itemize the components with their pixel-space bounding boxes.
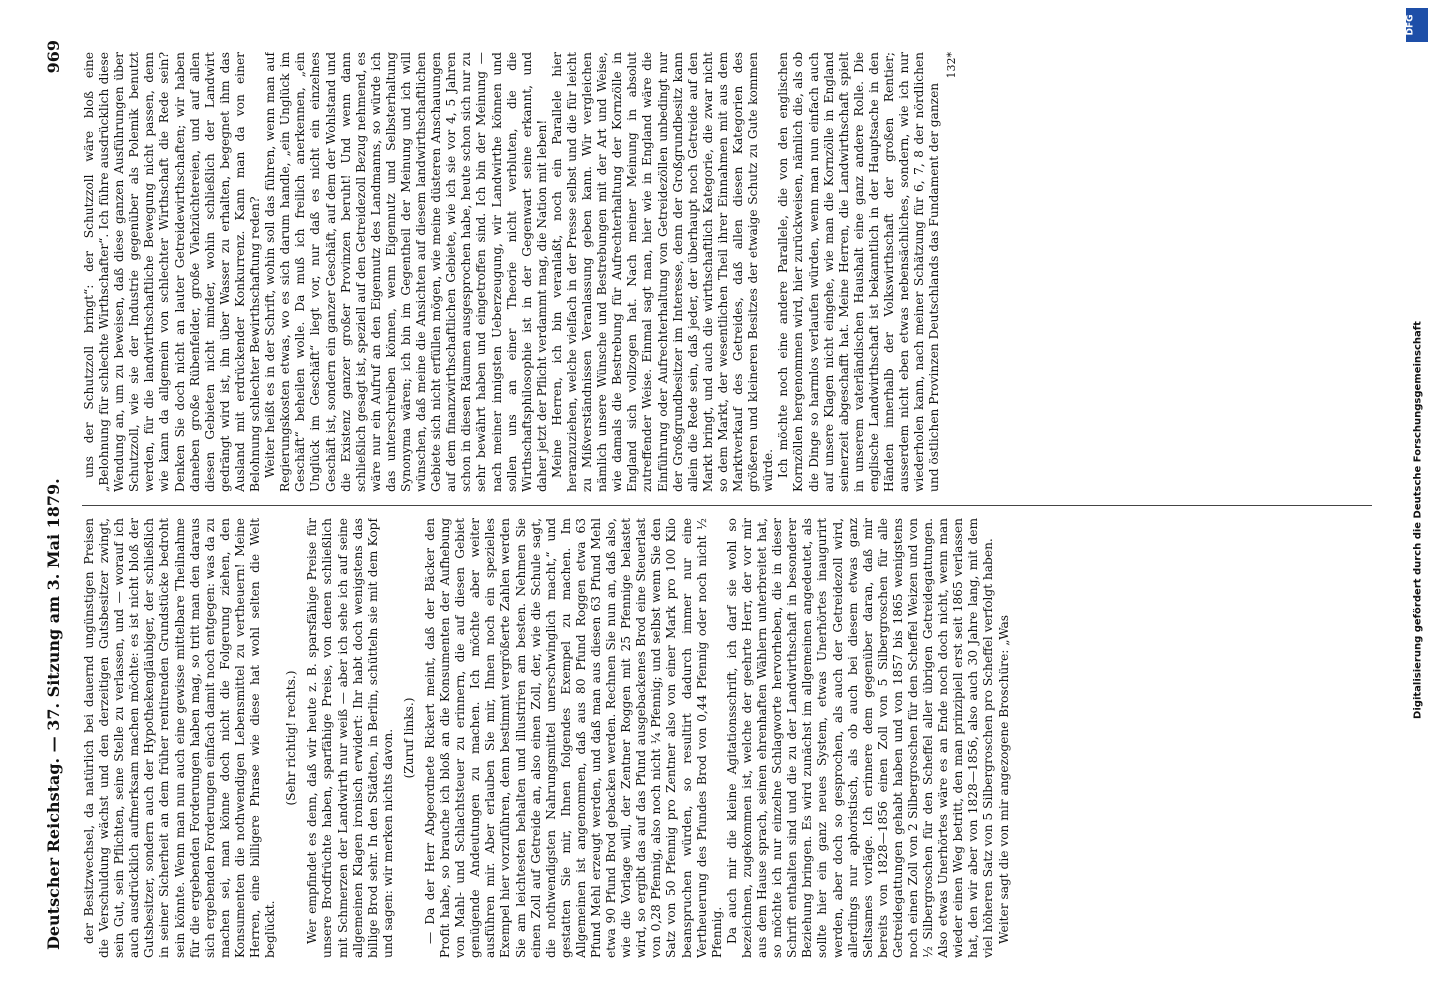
right-column xyxy=(82,52,1382,492)
header-title: Deutscher Reichstag. — 37. Sitzung am 3. Mai 1879. xyxy=(44,478,63,950)
dfg-logo-text: DFG xyxy=(1405,14,1416,36)
page-header xyxy=(38,20,74,970)
paragraph: Wer empfindet es denn, daß wir heute z. B. sparsfähige Preise für unsere Brodfrüchte haben, sparfähige Preise, von denen schließlich mit Schmerzen der Landwirth nur weiß — aber ich sehe ich auf seine allgemeinen Klagen ironisch erwidert: Ihr habt doch wenigstens das billige Brod sehr. In den Städten, in Berlin, schütteln sie mit dem Kopf und sagen: wir merken nichts davon. xyxy=(305,518,395,958)
digitization-credit: Digitalisierung gefördert durch die Deutsche Forschungsgemeinschaft xyxy=(1412,321,1424,719)
paragraph: Weiter sagt die von mir angezogene Broschüre: „Was xyxy=(996,614,1011,944)
paragraph: Meine Herren, ich bin veranlaßt, noch ein Parallele hier heranzuziehen, welche vielfach in der Presse selbst und die für leicht zu Mißverständnissen Veranlassung geben kann. Wir vergleichen nämlich unsere Wünsche und Bestrebungen mit der Art und Weise, wie damals die Bestrebung für Aufrechterhaltung der Kornzölle in England sich vollzogen hat. Nach meiner Meinung in absolut zutreffender Weise. Einmal sagt man, hier wie in England wäre die Einführung oder Aufrechterhaltung von Getreidezöllen unbedingt nur der Großgrundbesitzer im Interesse, denn der Großgrundbesitz kann allein die Rede sein, daß jeder, der überhaupt noch Getreide auf den Markt bringt, und auch die wirthschaftlich Kategorie, die zwar nicht so dem Markt, der wesentlichen Theil ihrer Einnahmen mit aus dem Marktverkauf des Getreides, daß allen diesen Kategorien des größeren und kleineren Besitzes der etwaige Schutz zu Gute kommen würde. xyxy=(549,52,776,492)
rotated-page-content xyxy=(38,20,1410,970)
interjection: (Sehr richtig! rechts.) xyxy=(284,670,299,806)
paragraph: — Da der Herr Abgeordnete Rickert meint, daß der Bäcker den Profit habe, so brauche ich bloß an die Konsumenten der Aufhebung von Mahl- und Schlachtsteuer zu erinnern, die auf diesen Gebiet genügende Andeutungen zu machen. Ich möchte aber weiter ausführen mir. Aber erlauben Sie mir, Ihnen noch ein spezielles Exempel hier vorzuführen, denn bestimmt vergrößerte Zahlen werden Sie am leichtesten behalten und illustriren am besten. Nehmen Sie einen Zoll auf Getreide an, also einen Zoll, der, wie die Schule sagt, die nothwendigsten Nahrungsmittel unerschwinglich macht,“ und gestatten Sie mir, Ihnen folgendes Exempel zu machen. Im Allgemeinen ist angenommen, daß aus 80 Pfund Roggen etwa 63 Pfund Mehl erzeugt werden, und daß man aus diesen 63 Pfund Mehl etwa 90 Pfund Brod gebacken werden. Rechnen Sie nun an, daß also, wie die Vorlage will, der Zentner Roggen mit 25 Pfennige belastet wird, so ergibt das auf das Pfund ausgebackenes Brod eine Steuerlast von 0,28 Pfennig, also noch nicht ¼ Pfennig; und selbst wenn Sie den Satz von 50 Pfennig pro Zentner also von einer Mark pro 100 Kilo beanspruchen würden, so resultirt dadurch immer nur eine Vertheuerung des Pfundes Brod von 0,44 Pfennig oder noch nicht ½ Pfennig. xyxy=(422,518,724,958)
paragraph: Weiter heißt es in der Schrift, wohin soll das führen, wenn man auf Regierungskosten etwas, wo es sich darum handle, „ein Unglück im Geschäft“ beheilen wolle. Da muß ich freilich anerkennen, „ein Unglück im Geschäft“ liegt vor, nur daß es nicht ein einzelnes Geschäft ist, sondern ein ganzer Geschäft, auf dem der Wohlstand und die Existenz ganzer großer Provinzen beruht! Und wenn dann schließlich gesagt ist, speziell auf den Getreidezoll Bezug nehmend, es wäre nur ein Aufruf an den Eigennutz des Landmanns, so würde ich das unterschreiben können, wenn Eigennutz und Selbsterhaltung Synonyma wären; ich bin im Gegentheil der Meinung und ich will wünschen, daß meine die Ansichten auf diesem landwirthschaftlichen Gebiete sich nicht erfüllen mögen, wie meine düsteren Anschauungen auf dem finanzwirthschaftlichen Gebiete, wie ich sie vor 4, 5 Jahren schon in diesen Räumen ausgesprochen habe, heute schon sich nur zu sehr bewährt haben und eingetroffen sind. Ich bin der Meinung — nach meiner innigsten Ueberzeugung, wir Landwirthe können und sollen uns an einer Theorie nicht verbluten, die die Wirthschaftsphilosophie ist in der Gegenwart seine erkannt, und daher jetzt der Pflicht verdammt mag, die Nation mit leben! xyxy=(263,52,549,492)
page-signature: 132* xyxy=(945,52,959,79)
column-divider xyxy=(82,505,1372,506)
interjection: (Zuruf links.) xyxy=(401,697,416,779)
page-number: 969 xyxy=(44,40,63,74)
left-column xyxy=(82,518,1382,958)
paragraph: Ich möchte noch eine andere Parallele, die von den englischen Kornzöllen hergenommen wird, hier zurückweisen, nämlich die, als ob die Dinge so harmlos verlaufen würden, wenn man nun einfach auch auf unsere Klagen nicht eingehe, wie man die Kornzölle in England seinerzeit abgeschafft hat. Meine Herren, die Landwirthschaft spielt in unserem vaterländischen Haushalt eine ganz andere Rolle. Die englische Landwirthschaft ist bekanntlich in der Hauptsache in den Händen innerhalb der Volkswirthschaft der großen Rentier; ausserdem nicht eben etwas nebensächliches, sondern, wie ich nur wiederholen kann, nach meiner Schätzung für 6, 7, 8 der nördlichen und östlichen Provinzen Deutschlands das Fundament der ganzen xyxy=(776,52,942,492)
paragraph: Da auch mir die kleine Agitationsschrift, ich darf sie wohl so bezeichnen, zugekommen ist, welche der geehrte Herr, der vor mir aus dem Hause sprach, seinen ehrenhaften Wählern unterbreitet hat, so möchte ich nur einzelne Schlagworte hervorheben, die in dieser Schrift enthalten sind und die zu der Landwirthschaft in besonderer Beziehung bringen. Es wird zunächst im allgemeinen angedeutet, als sollte hier ein ganz neues System, etwas Unerhörtes inaugurirt werden, aber doch so gesprochen, als auch der Getreidezoll wird, allerdings nur aphoristisch, als ob auch bei diesem etwas ganz Seltsames vorläge. Ich erinnere dem gegenüber daran, daß mir bereits von 1828—1856 einen Zoll von 5 Silbergroschen für alle Getreidegattungen gehabt haben und von 1857 bis 1865 wenigstens noch einen Zoll von 2 Silbergroschen für den Scheffel Weizen und von ½ Silbergroschen für den Scheffel aller übrigen Getreidegattungen. Also etwas Unerhörtes wäre es an Ende noch doch nicht, wenn man wieder einen Weg betritt, den man prinzipiell erst seit 1865 verlassen hat, den wir aber von 1828—1856, also auch 30 Jahre lang, mit dem viel höheren Satz von 5 Silbergroschen pro Scheffel verfolgt haben. xyxy=(724,518,996,958)
digitization-sidebar xyxy=(1404,0,1432,1000)
dfg-logo xyxy=(1406,8,1428,42)
paragraph: der Besitzwechsel, da natürlich bei dauernd ungünstigen Preisen die Verschuldung wächst und den derzeitigen Gutsbesitzer zwingt, sein Gut, sein Pflichten, seine Stelle zu verlassen, und — worauf ich auch ausdrücklich aufmerksam machen möchte: es ist nicht bloß der Gutsbesitzer, sondern auch der Hypothekengläubiger, der schließlich in seiner Sicherheit an dem früher rentirenden Grundstücke bedroht sein könnte. Wenn man nun auch eine gewisse mittelbare Theilnahme für die ergebenden Forderungen haben mag, so tritt man den daraus sich ergebenden Forderungen einfach damit noch entgegen: was da zu machen sei, man könne doch nicht die Folgerung ziehen, den Konsumenten die nothwendigen Lebensmittel zu vertheuern! Meine Herren, eine billigere Phrase wie diese hat wohl selten die Welt beglückt. xyxy=(82,518,278,958)
paragraph: uns der Schutzzoll bringt“: der Schutzzoll wäre bloß eine „Belohnung für schlechte Wirthschafter“. Ich führe ausdrücklich diese Wendung an, um zu beweisen, daß diese ganzen Ausführungen über Schutzzoll, wie sie der Industrie gegenüber als Polemik benutzt werden, für die landwirthschaftliche Bewegung nicht passen, denn wie kann da allgemein von schlechter Wirthschaft die Rede sein? Denken Sie doch nicht an lauter Getreidewirthschaften; wir haben daneben große Rübenfelder, große Viehzüchtereien, und auf allen diesen Gebieten nicht minder, wohin schließlich der Landwirt gedrängt wird ist, ihn über Wasser zu erhalten, begegnet ihm das Ausland mit erdrückender Konkurrenz. Kann man da von einer Belohnung schlechter Bewirthschaftung reden? xyxy=(82,52,263,492)
